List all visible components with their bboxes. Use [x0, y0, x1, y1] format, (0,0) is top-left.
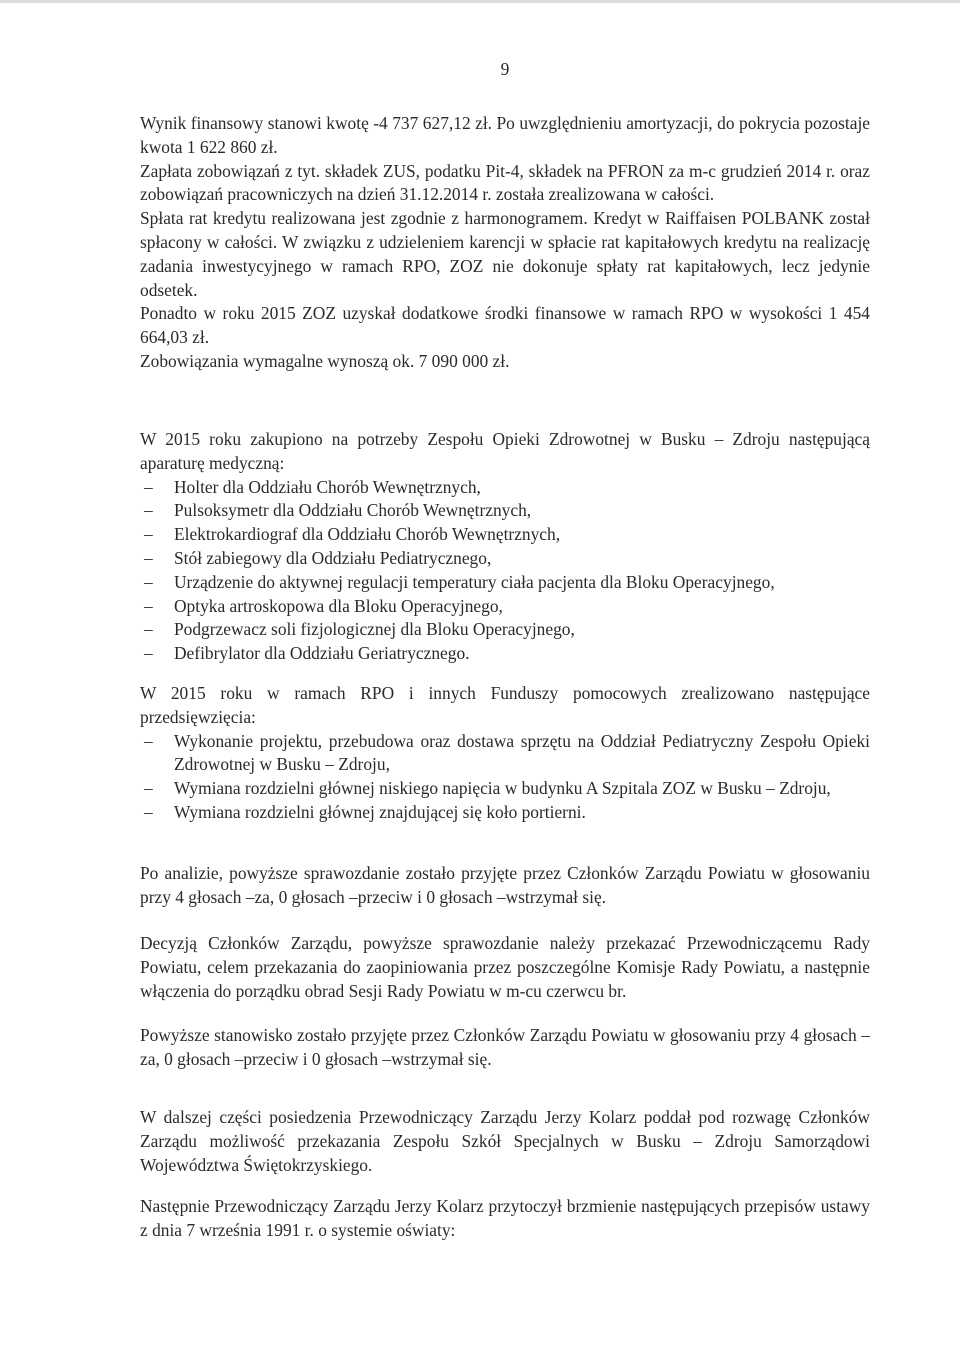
list-item: – Wykonanie projektu, przebudowa oraz dostawa sprzętu na Oddział Pediatryczny Zespołu Opieki Zdrowotnej w Busku – Zdroju, [144, 730, 870, 775]
quote-intro-paragraph: Następnie Przewodniczący Zarządu Jerzy Kolarz przytoczył brzmienie następujących przepisów ustawy z dnia 7 września 1991 r. o systemie oświaty: [140, 1196, 870, 1240]
equipment-section [140, 428, 870, 666]
finance-liabilities-paragraph: Zapłata zobowiązań z tyt. składek ZUS, podatku Pit-4, składek na PFRON za m-c grudzień 2014 r. oraz zobowiązań pracowniczych na dzień 31.12.2014 r. została zrealizowana w całości. [140, 160, 870, 205]
projects-section [140, 682, 870, 825]
equipment-list [140, 476, 870, 666]
vote-paragraph-1: Po analizie, powyższe sprawozdanie zostało przyjęte przez Członków Zarządu Powiatu w głosowaniu przy 4 głosach –za, 0 głosach –przeciw i 0 głosach –wstrzymał się. [140, 863, 870, 907]
finance-due-paragraph: Zobowiązania wymagalne wynoszą ok. 7 090 000 zł. [140, 350, 510, 371]
list-item: – Stół zabiegowy dla Oddziału Pediatrycznego, [144, 547, 492, 568]
list-item: – Wymiana rozdzielni głównej niskiego napięcia w budynku A Szpitala ZOZ w Busku – Zdroju, [144, 778, 831, 799]
finance-result-paragraph: Wynik finansowy stanowi kwotę -4 737 627,12 zł. Po uwzględnieniu amortyzacji, do pokrycia pozostaje kwota 1 622 860 zł. [140, 113, 870, 157]
page-number: 9 [500, 59, 510, 79]
vote-paragraph-2: Powyższe stanowisko zostało przyjęte przez Członków Zarządu Powiatu w głosowaniu przy 4 głosach –za, 0 głosach –przeciw i 0 głosach –wstrzymał się. [140, 1025, 870, 1069]
projects-intro: W 2015 roku w ramach RPO i innych Funduszy pomocowych zrealizowano następujące przedsięwzięcia: [140, 683, 870, 727]
scan-top-edge [0, 0, 960, 3]
list-item: – Wymiana rozdzielni głównej znajdującej się koło portierni. [144, 801, 586, 822]
list-item: – Pulsoksymetr dla Oddziału Chorób Wewnętrznych, [144, 500, 532, 521]
list-item: – Defibrylator dla Oddziału Geriatrycznego. [144, 643, 470, 664]
finance-rpo-paragraph: Ponadto w roku 2015 ZOZ uzyskał dodatkowe środki finansowe w ramach RPO w wysokości 1 454 664,03 zł. [140, 303, 870, 348]
projects-list [140, 730, 870, 825]
decision-paragraph: Decyzją Członków Zarządu, powyższe sprawozdanie należy przekazać Przewodniczącemu Rady Powiatu, celem przekazania do zaopiniowania przez poszczególne Komisje Rady Powiatu, a następnie włączenia do porządku obrad Sesji Rady Powiatu w m-cu czerwcu br. [140, 933, 870, 1001]
list-item: – Urządzenie do aktywnej regulacji temperatury ciała pacjenta dla Bloku Operacyjnego, [144, 571, 775, 592]
list-item: – Optyka artroskopowa dla Bloku Operacyjnego, [144, 595, 503, 616]
finance-credit-paragraph: Spłata rat kredytu realizowana jest zgodnie z harmonogramem. Kredyt w Raiffaisen POLBANK został spłacony w całości. W związku z udzieleniem karencji w spłacie rat kapitałowych kredytu na realizację zadania inwestycyjnego w ramach RPO, ZOZ nie dokonuje spłaty rat kapitałowych, lecz jedynie odsetek. [140, 208, 870, 300]
list-item: – Holter dla Oddziału Chorób Wewnętrznych, [144, 476, 481, 497]
finance-section [140, 112, 870, 374]
list-item: – Elektrokardiograf dla Oddziału Chorób Wewnętrznych, [144, 524, 561, 545]
transfer-paragraph: W dalszej części posiedzenia Przewodniczący Zarządu Jerzy Kolarz poddał pod rozwagę Członków Zarządu możliwość przekazania Zespołu Szkół Specjalnych w Busku – Zdroju Samorządowi Województwa Świętokrzyskiego. [140, 1107, 870, 1175]
list-item: – Podgrzewacz soli fizjologicznej dla Bloku Operacyjnego, [144, 619, 575, 640]
equipment-intro: W 2015 roku zakupiono na potrzeby Zespołu Opieki Zdrowotnej w Busku – Zdroju następującą aparaturę medyczną: [140, 429, 870, 473]
